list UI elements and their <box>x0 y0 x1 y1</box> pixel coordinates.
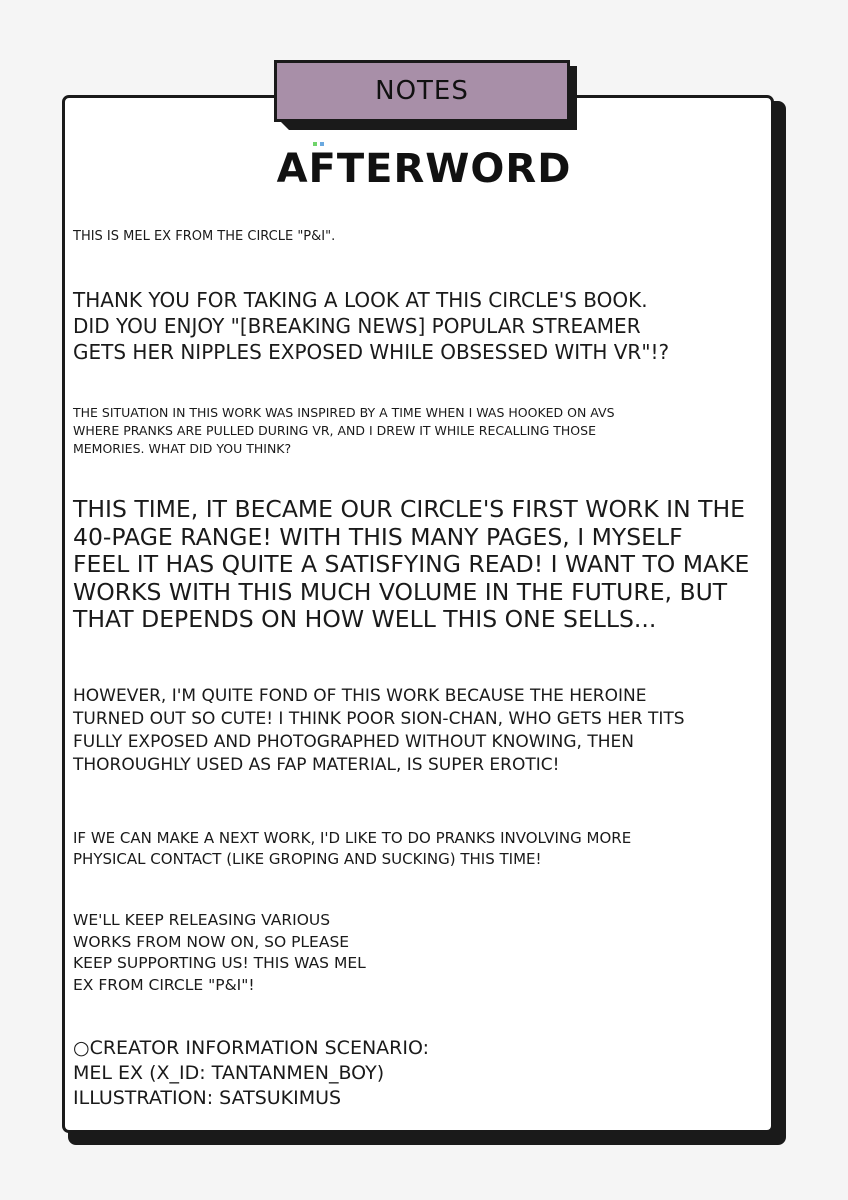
releasing-paragraph: WE'LL KEEP RELEASING VARIOUS WORKS FROM NOW ON, SO PLEASE KEEP SUPPORTING US! THIS WAS MEL EX FROM CIRCLE "P&I"! <box>73 911 366 994</box>
page-title: AFTERWORD <box>276 146 572 192</box>
this-time-paragraph: THIS TIME, IT BECAME OUR CIRCLE'S FIRST WORK IN THE 40-PAGE RANGE! WITH THIS MANY PAGES, I MYSELF FEEL IT HAS QUITE A SATISFYING READ! I WANT TO MAKE WORKS WITH THIS MUCH VOLUME IN THE FUTURE, BUT THAT DEPENDS ON HOW WELL THIS ONE SELLS... <box>73 495 750 633</box>
situation-paragraph: THE SITUATION IN THIS WORK WAS INSPIRED BY A TIME WHEN I WAS HOOKED ON AVS WHERE PRANKS ARE PULLED DURING VR, AND I DREW IT WHILE RECALLING THOSE MEMORIES. WHAT DID YOU THINK? <box>73 405 615 456</box>
creator-credits: ○CREATOR INFORMATION SCENARIO: MEL EX (X_ID: TANTANMEN_BOY) ILLUSTRATION: SATSUKIMUS <box>73 1037 429 1109</box>
notes-tab <box>274 60 570 122</box>
notes-tab-label: NOTES <box>375 76 469 106</box>
thanks-paragraph: THANK YOU FOR TAKING A LOOK AT THIS CIRCLE'S BOOK. DID YOU ENJOY "[BREAKING NEWS] POPULAR STREAMER GETS HER NIPPLES EXPOSED WHILE OBSESSED WITH VR"!? <box>73 288 670 364</box>
next-work-paragraph: IF WE CAN MAKE A NEXT WORK, I'D LIKE TO DO PRANKS INVOLVING MORE PHYSICAL CONTACT (LIKE GROPING AND SUCKING) THIS TIME! <box>73 829 632 868</box>
however-paragraph: HOWEVER, I'M QUITE FOND OF THIS WORK BECAUSE THE HEROINE TURNED OUT SO CUTE! I THINK POOR SION-CHAN, WHO GETS HER TITS FULLY EXPOSED AND PHOTOGRAPHED WITHOUT KNOWING, THEN THOROUGHLY USED AS FAP MATERIAL, IS SUPER EROTIC! <box>73 686 685 775</box>
intro-paragraph: THIS IS MEL EX FROM THE CIRCLE "P&I". <box>73 229 336 244</box>
